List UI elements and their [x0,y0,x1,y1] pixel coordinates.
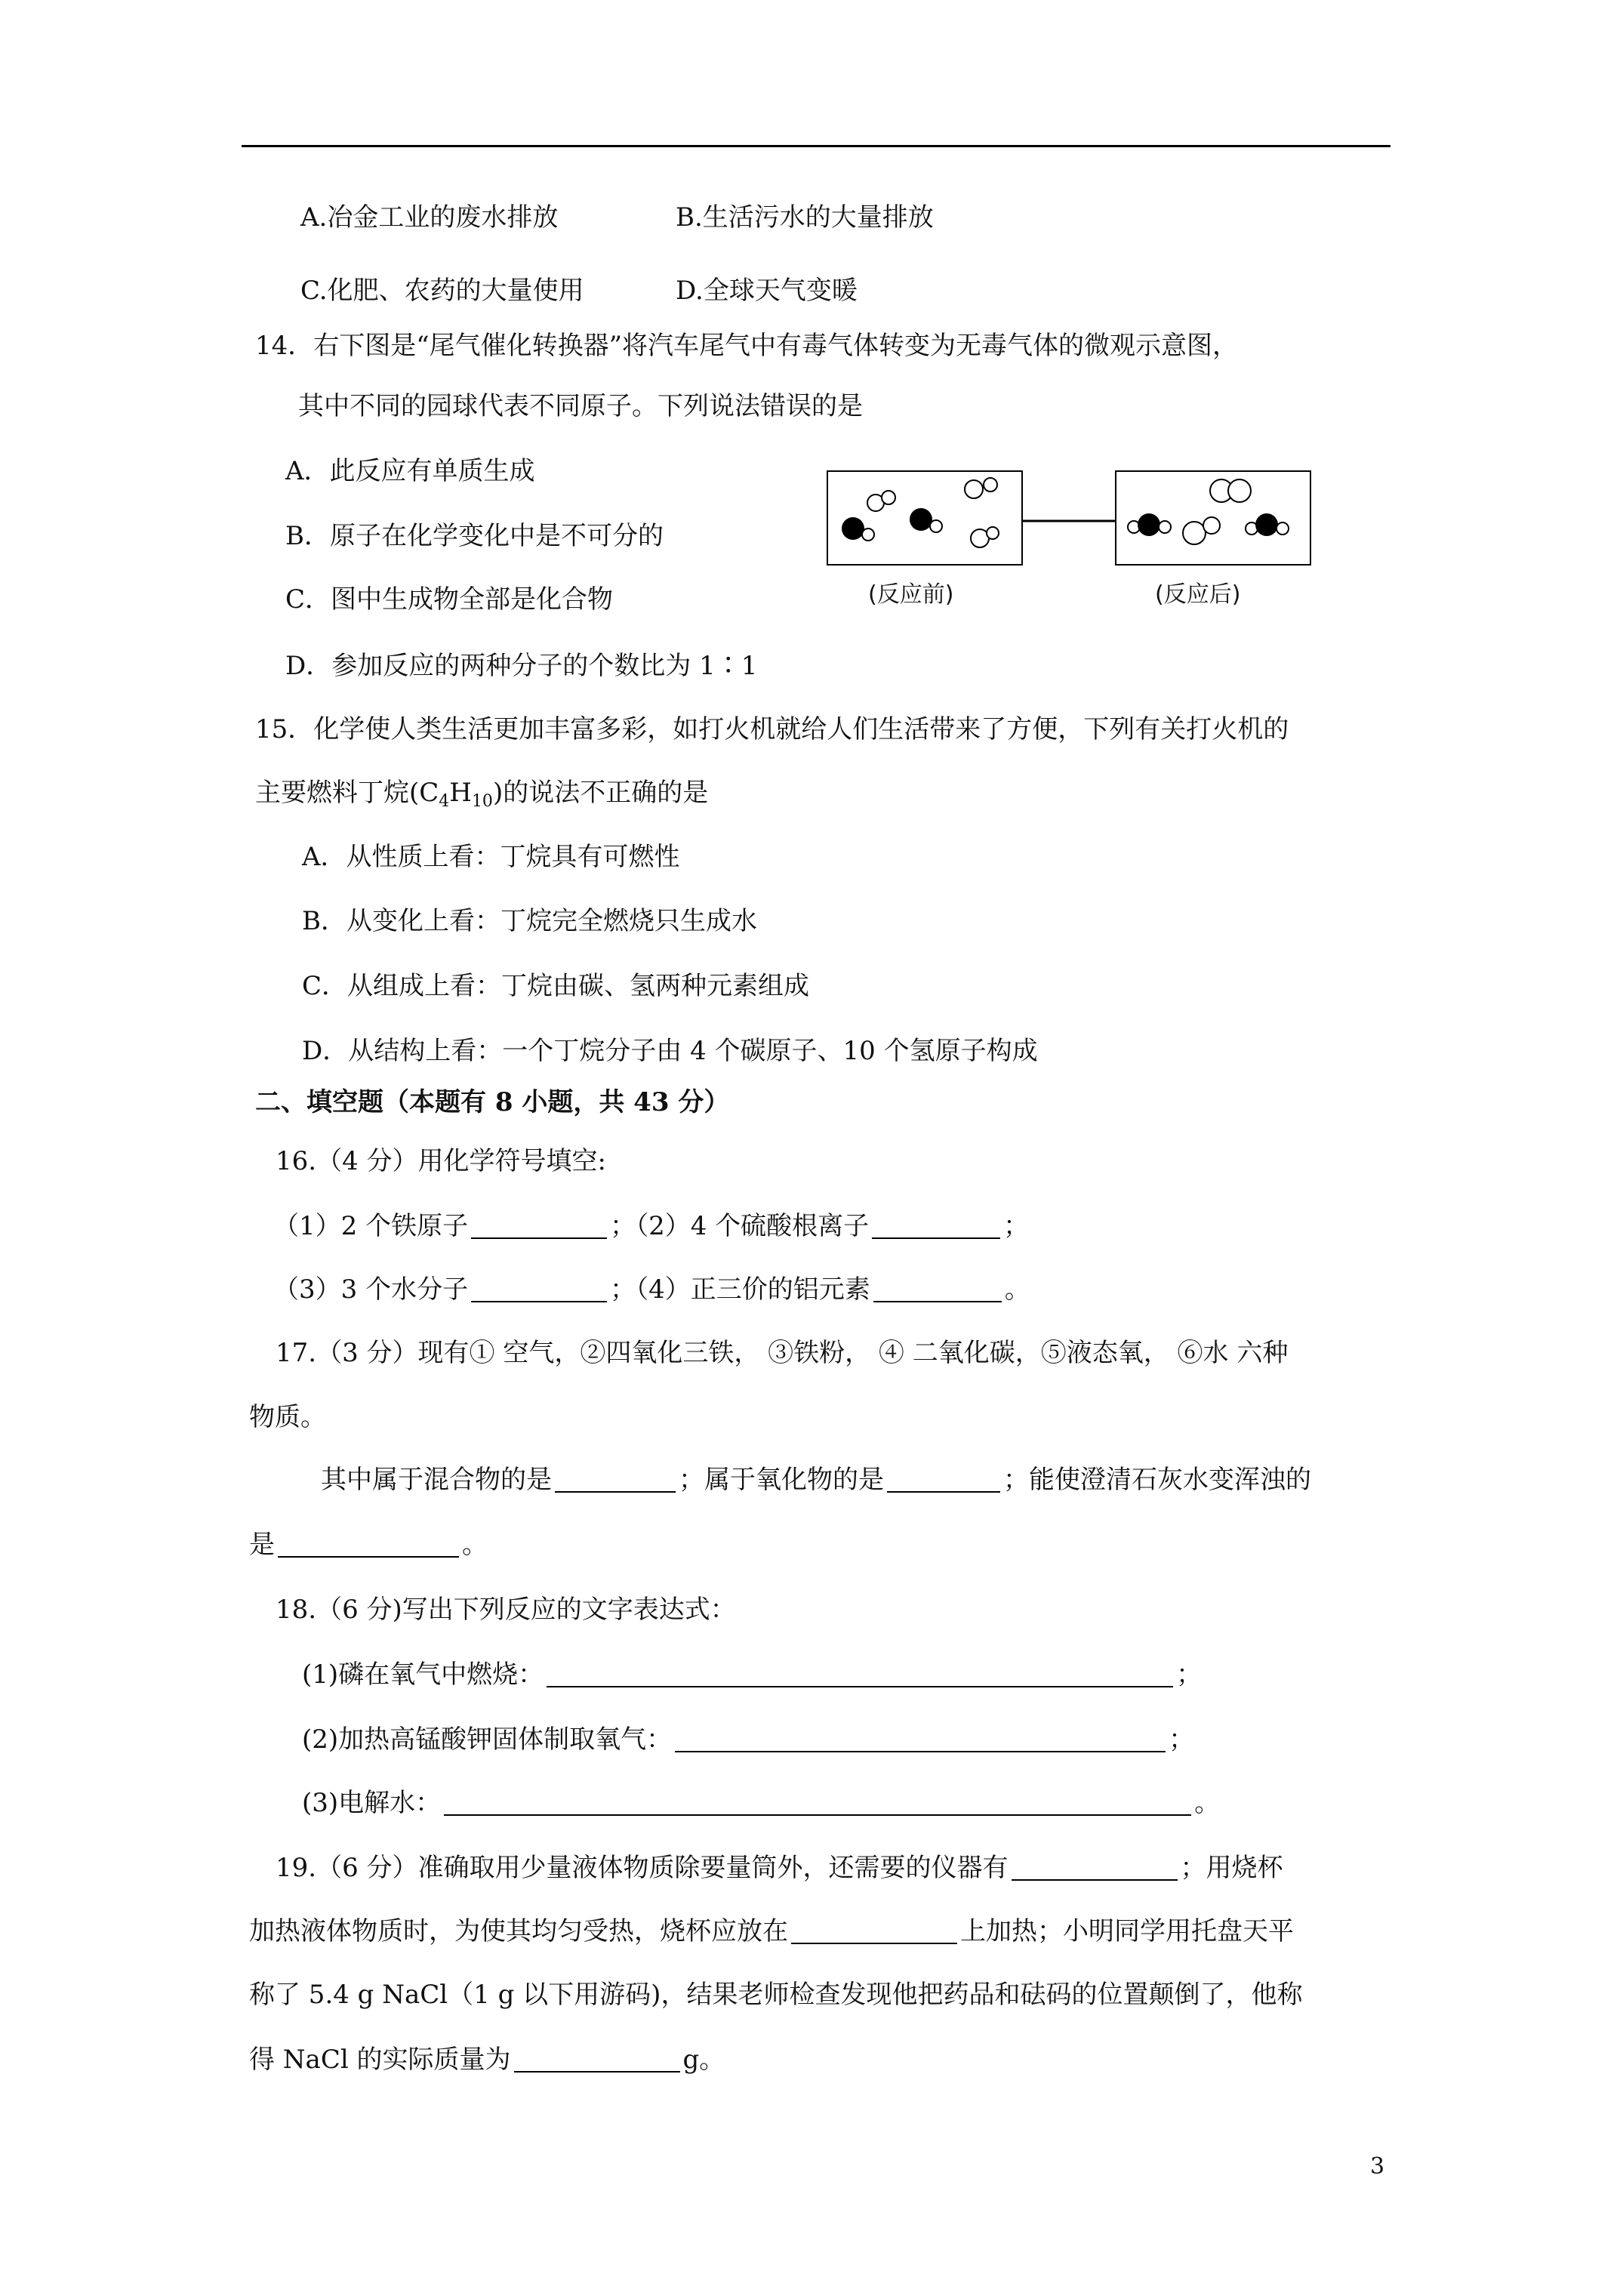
q19-line3: 称了 5.4 g NaCl（1 g 以下用游码)，结果老师检查发现他把药品和砝码的位置颠倒了，他称 [249,1980,1303,2010]
q18-line3 [302,1786,1220,1820]
answer-blank[interactable] [887,1465,1000,1493]
answer-blank[interactable] [1012,1854,1178,1881]
q16-part2-label: ；（2）4 个硫酸根离子 [610,1211,870,1241]
q19-line1-tail: ；用烧杯 [1180,1853,1283,1883]
q15-stem-post: )的说法不正确的是 [492,778,709,808]
q17-stem-line2: 物质。 [249,1402,326,1432]
q13-option-b: B.生活污水的大量排放 [676,202,934,233]
answer-blank[interactable] [471,1275,607,1302]
answer-blank[interactable] [791,1917,957,1944]
q18-line2 [302,1723,1194,1756]
q16-line1 [273,1210,1029,1243]
q14-stem-line2: 其中不同的园球代表不同原子。下列说法错误的是 [298,391,863,421]
q19-line4-unit: g。 [682,2045,725,2075]
q15-stem-pre: 主要燃料丁烷(C [255,778,439,808]
q16-line2 [273,1273,1030,1306]
q18-part3-label: (3)电解水： [302,1788,442,1818]
page-number: 3 [1370,2153,1385,2180]
q16-part4-label: ；（4）正三价的铝元素 [610,1274,870,1305]
q16-part3-label: （3）3 个水分子 [273,1274,469,1305]
q18-part2-label: (2)加热高锰酸钾固体制取氧气： [302,1724,673,1755]
answer-blank[interactable] [547,1660,1173,1687]
q15-sub-hydrogen: 10 [471,792,493,811]
q18-line1 [302,1658,1202,1691]
q19-line4 [249,2043,725,2076]
q13-option-a: A.冶金工业的废水排放 [300,202,559,233]
q17-line4 [249,1528,488,1561]
q16-part1-label: （1）2 个铁原子 [273,1211,469,1241]
answer-blank[interactable] [555,1465,676,1493]
q17-limewater-label: ；能使澄清石灰水变浑浊的 [1003,1465,1311,1495]
q14-option-b: B．原子在化学变化中是不可分的 [285,521,664,551]
q17-oxide-label: ；属于氧化物的是 [679,1465,884,1495]
q15-stem-line1: 15．化学使人类生活更加丰富多彩，如打火机就给人们生活带来了方便，下列有关打火机的 [255,714,1289,744]
caption-before: (反应前) [868,581,954,608]
q15-option-c: C．从组成上看：丁烷由碳、氢两种元素组成 [302,971,810,1001]
q15-sub-carbon: 4 [439,792,450,811]
q17-line4-pre: 是 [249,1530,275,1560]
q19-line1 [276,1851,1283,1885]
q15-stem-mid: H [449,778,472,808]
answer-blank[interactable] [444,1789,1191,1816]
q14-option-d: D．参加反应的两种分子的个数比为 1∶1 [285,651,758,681]
q15-option-a: A．从性质上看：丁烷具有可燃性 [302,842,680,872]
q18-part1-label: (1)磷在氧气中燃烧： [302,1660,544,1690]
answer-blank[interactable] [872,1212,1000,1239]
section-heading: 二、填空题（本题有 8 小题，共 43 分） [255,1087,730,1117]
q15-stem-line2 [255,776,708,818]
q18-stem: 18.（6 分)写出下列反应的文字表达式： [276,1595,736,1625]
q18-part1-end: ； [1176,1660,1203,1690]
answer-blank[interactable] [514,2045,680,2073]
q17-stem-line1: 17.（3 分）现有① 空气，②四氧化三铁， ③铁粉， ④ 二氧化碳，⑤液态氧， ⑥水 六种 [276,1338,1289,1368]
q18-part3-end: 。 [1194,1788,1221,1818]
q16-stem: 16.（4 分）用化学符号填空: [276,1146,606,1176]
q19-line1-text: 19.（6 分）准确取用少量液体物质除要量筒外，还需要的仪器有 [276,1853,1009,1883]
answer-blank[interactable] [471,1212,607,1239]
before-reaction-box [827,471,1022,565]
q15-option-b: B．从变化上看：丁烷完全燃烧只生成水 [302,906,757,936]
q17-line3 [321,1463,1311,1496]
q19-line4-text: 得 NaCl 的实际质量为 [249,2045,511,2075]
q14-stem-line1: 14．右下图是“尾气催化转换器”将汽车尾气中有毒气体转变为无毒气体的微观示意图， [255,331,1239,361]
q13-option-c: C.化肥、农药的大量使用 [300,276,584,306]
q14-option-c: C．图中生成物全部是化合物 [285,584,614,615]
q17-line4-end: 。 [462,1530,488,1560]
q19-line2-tail: 上加热；小明同学用托盘天平 [960,1916,1294,1946]
q16-part4-end: 。 [1004,1274,1030,1305]
q19-line2 [249,1915,1294,1948]
q19-line2-text: 加热液体物质时，为使其均匀受热，烧杯应放在 [249,1916,788,1946]
q18-part2-end: ； [1169,1724,1195,1755]
answer-blank[interactable] [278,1530,459,1558]
q13-option-d: D.全球天气变暖 [676,276,858,306]
q15-option-d: D．从结构上看：一个丁烷分子由 4 个碳原子、10 个氢原子构成 [302,1036,1038,1066]
header-rule [242,145,1390,147]
q16-part2-end: ； [1003,1211,1030,1241]
answer-blank[interactable] [873,1275,1002,1302]
q17-mixture-label: 其中属于混合物的是 [321,1465,552,1495]
answer-blank[interactable] [675,1725,1166,1752]
after-reaction-box [1116,471,1310,565]
q14-option-a: A．此反应有单质生成 [285,456,535,486]
caption-after: (反应后) [1155,581,1241,608]
